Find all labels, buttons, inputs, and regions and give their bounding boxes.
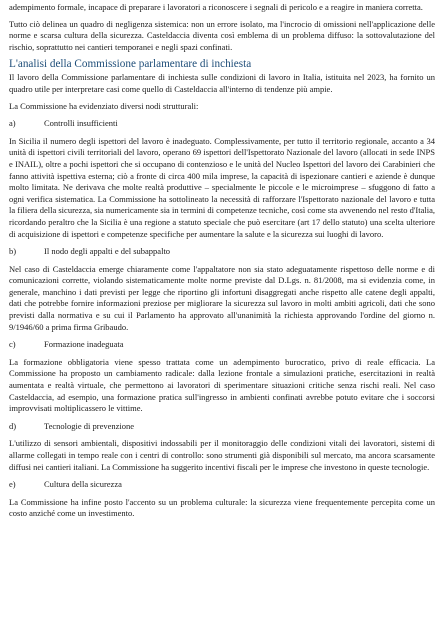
paragraph: In Sicilia il numero degli ispettori del lavoro è inadeguato. Complessivamente, per tutto il territorio regionale, accanto a 34 unità di ispettori civili territoriali del lavoro, operano 69 ispettori dell'Ispettorato Nazionale del lavoro (allocati in sede INPS e INAIL), oltre a pochi ispettori che si occupano di contenzioso e le unità del Nucleo Ispettori del lavoro dei Carabinieri che fanno attività ispettiva esterna; ciò a fronte di circa 400 mila imprese, la capacità di ispezionare cantieri e aziende è dunque molto limitata. Ne derivava che molte realtà produttive – specialmente le piccole e le microimprese – sfuggono di fatto a ogni verifica sistematica. La Commissione ha sottolineato la necessità di rafforzare l'Ispettorato nazionale del lavoro e tutta la filiera della sicurezza, sia numericamente sia in termini di competenze tecniche, così come sta avvenendo nel resto d'Italia, ricordando peraltro che la Sicilia è una regione a statuto speciale che può esercitare (art 17 dello statuto) una scelta ulteriore di acquisizione di ispettori e competenze specifiche per aumentare la salute e la sicurezza sui luoghi di lavoro. <box>9 135 435 239</box>
section-heading: L'analisi della Commissione parlamentare di inchiesta <box>9 58 252 71</box>
subsection-title: Formazione inadeguata <box>44 339 124 350</box>
paragraph: Nel caso di Casteldaccia emerge chiaramente come l'appaltatore non sia stato adeguatamente rispettoso delle norme e di comunicazioni corrette, violando sistematicamente molte norme previste dal D.Lgs. n. 81/2008, ma si evidenzia come, in generale, manchino i dati previsti per legge che riportino gli infortuni disaggregati anche rispetto alle catene degli appalti, dati che potrebbe fornire informazioni preziose per migliorare la sicurezza sul lavoro in molti ambiti agricoli, dati che sono previsti dalla normativa e su cui il Parlamento ha approvato all'unanimità la richiesta approvando l'ordine del giorno n. 9/1946/60 a prima firma Gribaudo. <box>9 263 435 332</box>
subsection-title: Tecnologie di prevenzione <box>44 420 135 431</box>
subsection-heading <box>9 479 435 491</box>
paragraph: Tutto ciò delinea un quadro di negligenza sistemica: non un errore isolato, ma l'incrocio di omissioni nell'applicazione delle norme e scarsa cultura della sicurezza. Casteldaccia diventa così emblema di un problema diffuso: la sottovalutazione del rischio, soprattutto nei cantieri temporanei e negli spazi confinati. <box>9 18 435 52</box>
paragraph: La Commissione ha evidenziato diversi nodi strutturali: <box>9 100 199 111</box>
subsection-heading <box>9 339 435 351</box>
subsection-letter: e) <box>9 479 16 490</box>
paragraph: La formazione obbligatoria viene spesso trattata come un adempimento burocratico, privo di reale efficacia. La Commissione ha proposto un cambiamento radicale: dalla lezione frontale a simulazioni pratiche, esercitazioni in realtà aumentata e realtà virtuale, che permettono ai lavoratori di sperimentare situazioni critiche senza rischi reali. Nel caso Casteldaccia, ad esempio, una formazione pratica sull'ingresso in ambienti confinati avrebbe potuto evitare che i soccorsi improvvisati moltiplicassero le vittime. <box>9 356 435 414</box>
paragraph: Il lavoro della Commissione parlamentare di inchiesta sulle condizioni di lavoro in Italia, istituita nel 2023, ha fornito un quadro utile per interpretare casi come quello di Casteldaccia all'interno di tendenze più ampie. <box>9 72 435 94</box>
subsection-heading <box>9 421 435 433</box>
subsection-letter: d) <box>9 420 17 431</box>
subsection-heading <box>9 246 435 258</box>
subsection-title: Il nodo degli appalti e del subappalto <box>44 246 171 257</box>
paragraph: L'utilizzo di sensori ambientali, dispositivi indossabili per il monitoraggio delle condizioni vitali dei lavoratori, sistemi di allarme collegati in tempo reale con i centri di controllo: sono strumenti già disponibili sul mercato, ma ancora scarsamente diffusi nei cantieri italiani. La Commissione ha suggerito incentivi fiscali per le imprese che investono in queste tecnologie. <box>9 438 435 472</box>
subsection-title: Controlli insufficienti <box>44 118 118 129</box>
subsection-letter: b) <box>9 246 17 257</box>
subsection-letter: a) <box>9 118 16 129</box>
subsection-letter: c) <box>9 339 16 350</box>
paragraph: La Commissione ha infine posto l'accento su un problema culturale: la sicurezza viene frequentemente percepita come un costo anziché come un investimento. <box>9 496 435 519</box>
subsection-heading <box>9 118 435 130</box>
paragraph: adempimento formale, incapace di preparare i lavoratori a riconoscere i segnali di pericolo e a reagire in maniera corretta. <box>9 2 423 12</box>
subsection-title: Cultura della sicurezza <box>44 479 122 490</box>
